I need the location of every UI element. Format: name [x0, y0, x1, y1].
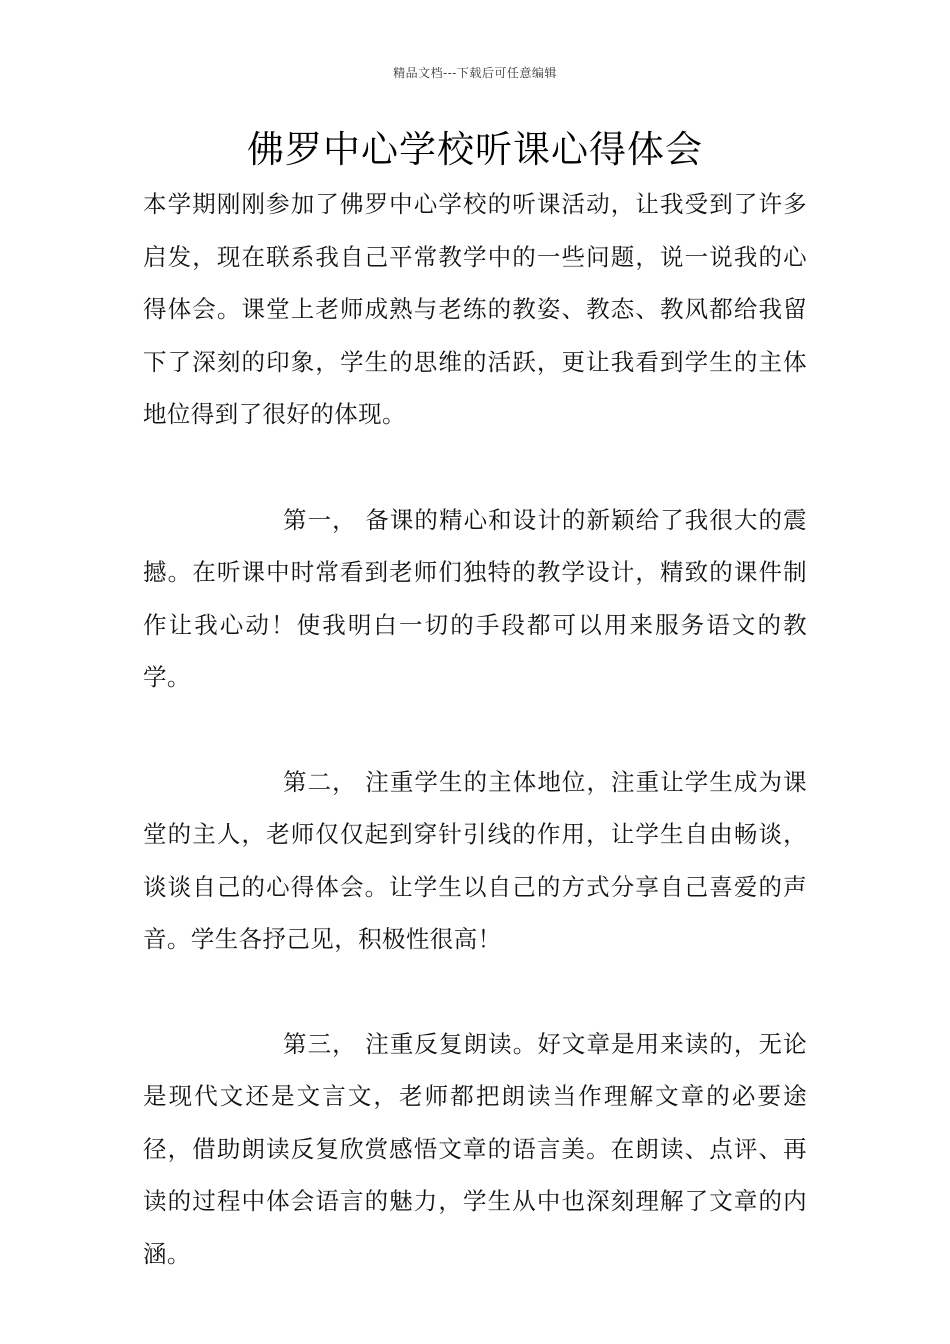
document-title: 佛罗中心学校听课心得体会	[247, 128, 703, 171]
document-body	[143, 178, 807, 1332]
point-one-paragraph: 第一， 备课的精心和设计的新颖给了我很大的震撼。在听课中时常看到老师们独特的教学设计，精致的课件制作让我心动！使我明白一切的手段都可以用来服务语文的教学。	[143, 505, 807, 691]
page-header: 精品文档---下载后可任意编辑	[393, 66, 557, 80]
point-two-paragraph: 第二， 注重学生的主体地位，注重让学生成为课堂的主人，老师仅仅起到穿针引线的作用，让学生自由畅谈，谈谈自己的心得体会。让学生以自己的方式分享自己喜爱的声音。学生各抒己见，积极性很高！	[143, 767, 807, 953]
point-three-paragraph: 第三， 注重反复朗读。好文章是用来读的，无论是现代文还是文言文，老师都把朗读当作理解文章的必要途径，借助朗读反复欣赏感悟文章的语言美。在朗读、点评、再读的过程中体会语言的魅力，学生从中也深刻理解了文章的内涵。	[143, 1029, 807, 1268]
intro-paragraph: 本学期刚刚参加了佛罗中心学校的听课活动，让我受到了许多启发，现在联系我自己平常教学中的一些问题，说一说我的心得体会。课堂上老师成熟与老练的教姿、教态、教风都给我留下了深刻的印象，学生的思维的活跃，更让我看到学生的主体地位得到了很好的体现。	[143, 190, 807, 428]
